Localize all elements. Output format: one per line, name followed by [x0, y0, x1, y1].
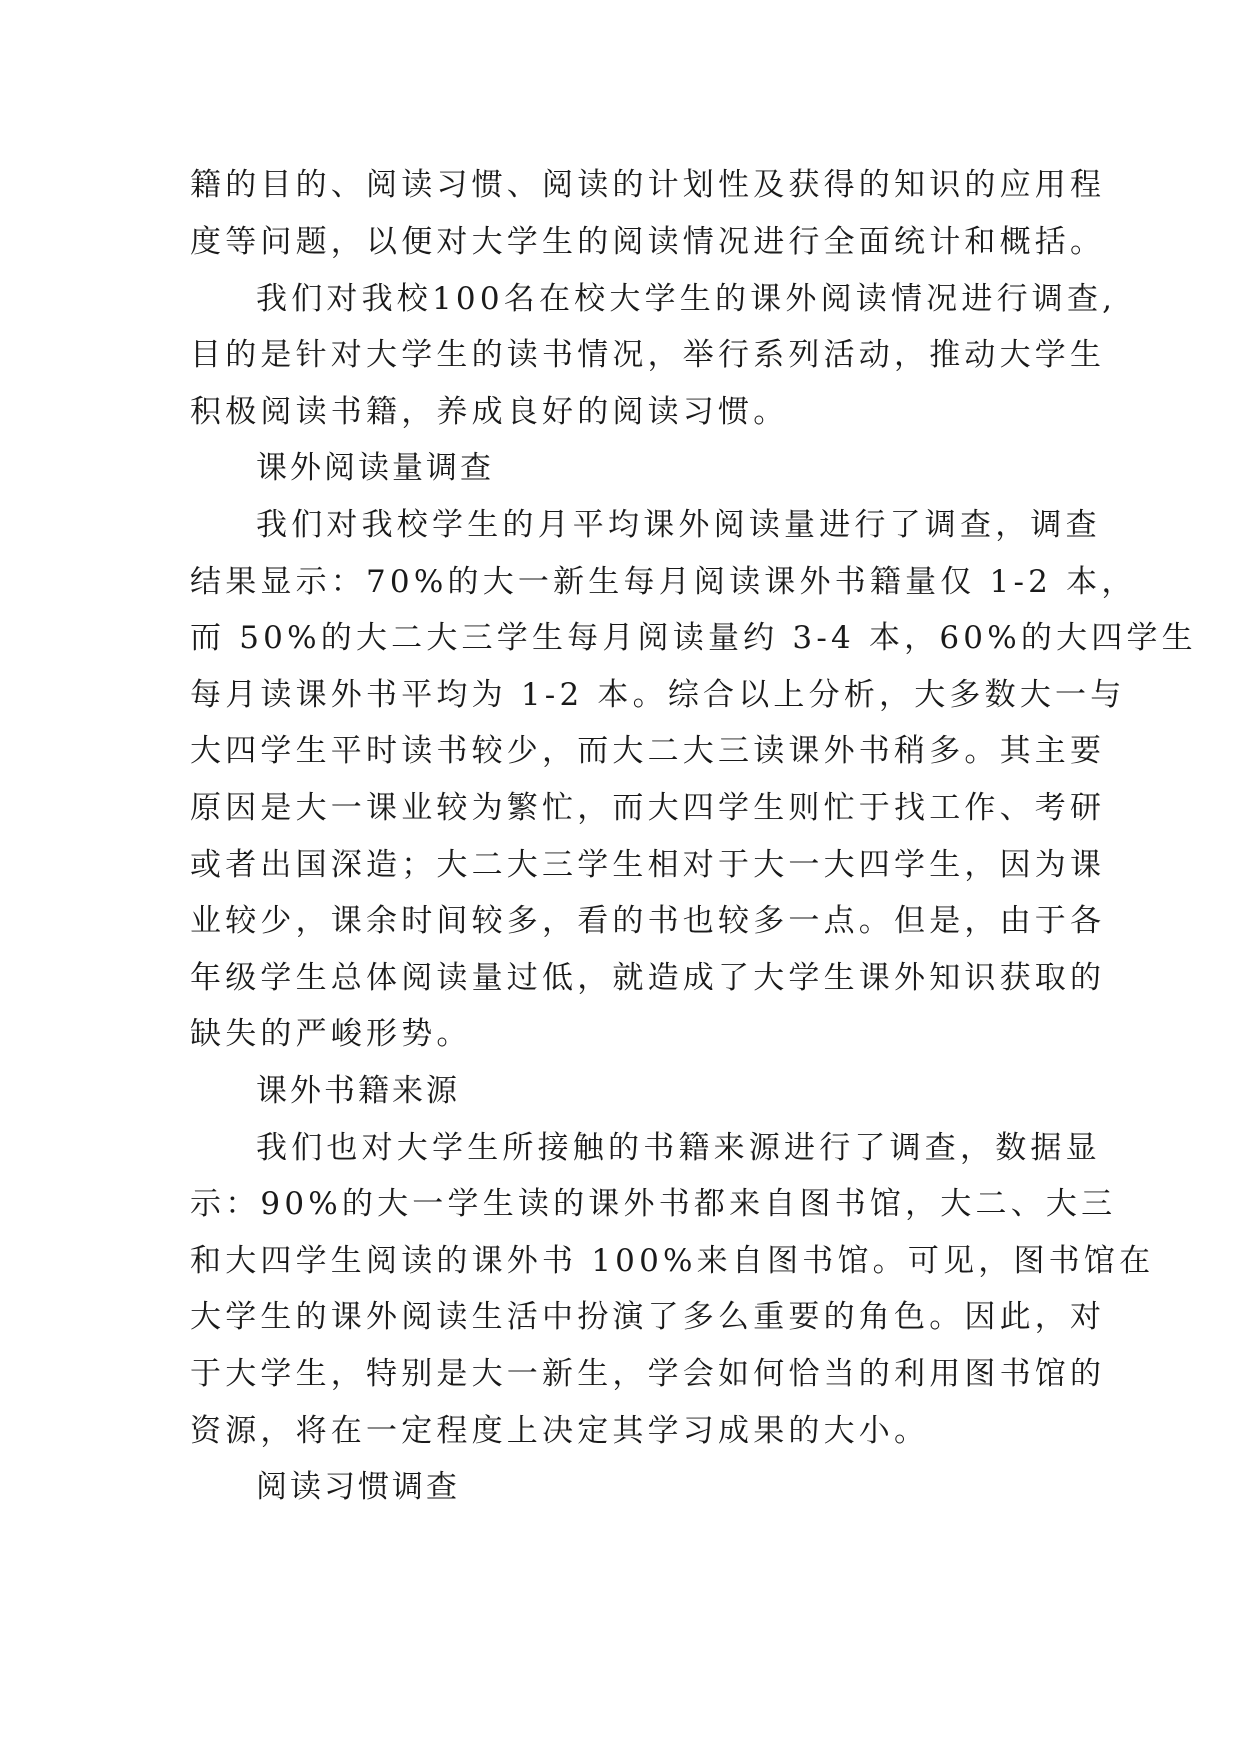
paragraph-line: 业较少，课余时间较多，看的书也较多一点。但是，由于各: [190, 903, 1106, 939]
paragraph-line: 或者出国深造；大二大三学生相对于大一大四学生，因为课: [190, 847, 1106, 883]
paragraph-line: 于大学生，特别是大一新生，学会如何恰当的利用图书馆的: [190, 1356, 1106, 1392]
paragraph-line: 每月读课外书平均为 1-2 本。综合以上分析，大多数大一与: [190, 677, 1126, 713]
section-heading: 阅读习惯调查: [256, 1469, 460, 1505]
paragraph-line: 大四学生平时读书较少，而大二大三读课外书稍多。其主要: [190, 733, 1106, 769]
paragraph-line: 结果显示：70%的大一新生每月阅读课外书籍量仅 1-2 本，: [190, 564, 1137, 600]
paragraph-line: 原因是大一课业较为繁忙，而大四学生则忙于找工作、考研: [190, 790, 1106, 826]
paragraph-line: 和大四学生阅读的课外书 100%来自图书馆。可见，图书馆在: [190, 1243, 1155, 1279]
paragraph-line: 我们也对大学生所接触的书籍来源进行了调查，数据显: [256, 1130, 1101, 1166]
paragraph-line: 度等问题，以便对大学生的阅读情况进行全面统计和概括。: [190, 224, 1106, 260]
paragraph-line: 示：90%的大一学生读的课外书都来自图书馆，大二、大三: [190, 1186, 1117, 1222]
paragraph-line: 缺失的严峻形势。: [190, 1016, 472, 1052]
paragraph-line: 资源，将在一定程度上决定其学习成果的大小。: [190, 1413, 930, 1449]
paragraph-line: 大学生的课外阅读生活中扮演了多么重要的角色。因此，对: [190, 1299, 1106, 1335]
paragraph-line: 积极阅读书籍，养成良好的阅读习惯。: [190, 394, 789, 430]
section-heading: 课外书籍来源: [256, 1073, 460, 1109]
paragraph-line: 年级学生总体阅读量过低，就造成了大学生课外知识获取的: [190, 960, 1106, 996]
paragraph-line: 我们对我校学生的月平均课外阅读量进行了调查，调查: [256, 507, 1101, 543]
paragraph-line: 而 50%的大二大三学生每月阅读量约 3-4 本，60%的大四学生: [190, 620, 1197, 656]
section-heading: 课外阅读量调查: [256, 450, 494, 486]
paragraph-line: 籍的目的、阅读习惯、阅读的计划性及获得的知识的应用程: [190, 167, 1106, 203]
paragraph-line: 我们对我校100名在校大学生的课外阅读情况进行调查,: [256, 281, 1117, 317]
paragraph-line: 目的是针对大学生的读书情况，举行系列活动，推动大学生: [190, 337, 1106, 373]
